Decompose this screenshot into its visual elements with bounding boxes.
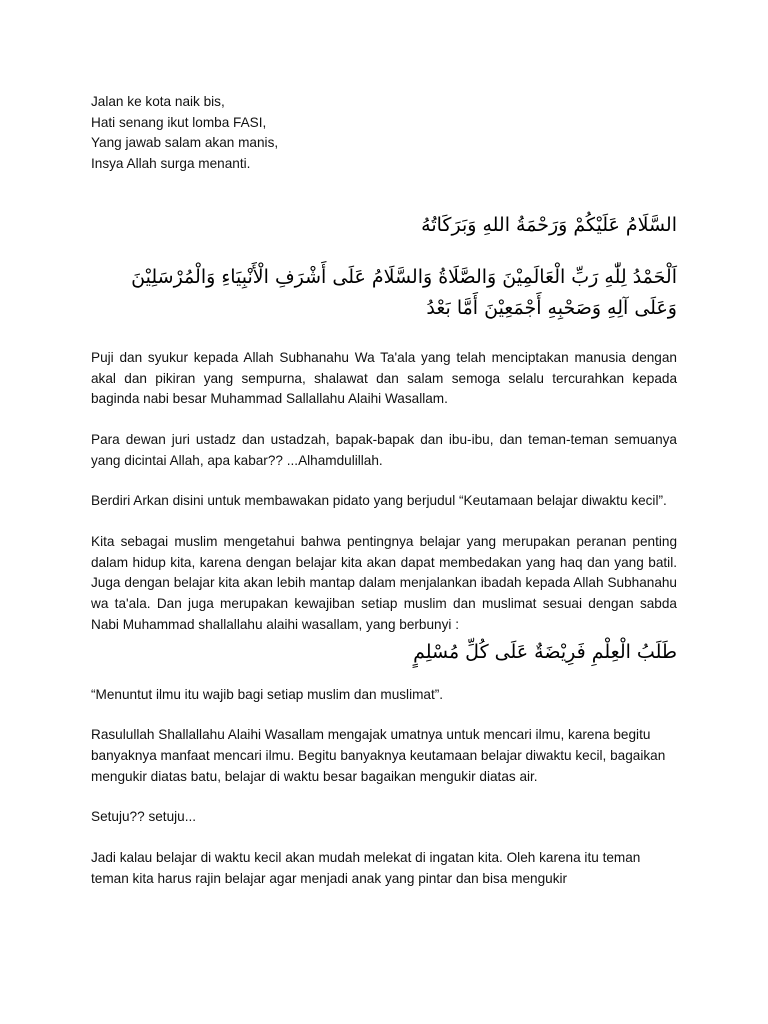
arabic-hadith: طَلَبُ الْعِلْمِ فَرِيْضَةٌ عَلَى كُلِّ مُسْلِمٍ <box>413 640 677 663</box>
arabic-hamdalah: اَلْحَمْدُ لِلّٰهِ رَبِّ الْعَالَمِيْنَ وَالصَّلَاةُ وَالسَّلَامُ عَلَى أَشْرَفِ الْأَنْبِيَاءِ وَالْمُرْسَلِيْنَ وَعَلَى آلِهِ وَصَحْبِهِ أَجْمَعِيْنَ أَمَّا بَعْدُ <box>131 265 677 319</box>
poem-line: Hati senang ikut lomba FASI, <box>91 114 267 130</box>
opening-poem <box>91 92 677 175</box>
paragraph-dewan: Para dewan juri ustadz dan ustadzah, bapak-bapak dan ibu-ibu, dan teman-teman semuanya yang dicintai Allah, apa kabar?? ...Alhamdulillah. <box>91 431 677 468</box>
arabic-salam: السَّلَامُ عَلَيْكُمْ وَرَحْمَةُ اللهِ وَبَرَكَاتُهُ <box>421 213 677 236</box>
paragraph-kita: Kita sebagai muslim mengetahui bahwa pentingnya belajar yang merupakan peranan penting dalam hidup kita, karena dengan belajar kita akan dapat membedakan yang haq dan yang batil. Juga dengan belajar kita akan lebih mantap dalam menjalankan ibadah kepada Allah Subhanahu wa ta'ala. Dan juga merupakan kewajiban setiap muslim dan muslimat sesuai dengan sabda Nabi Muhammad shallallahu alaihi wasallam, yang berbunyi : <box>91 534 677 632</box>
poem-line: Insya Allah surga menanti. <box>91 156 251 172</box>
paragraph-menuntut: “Menuntut ilmu itu wajib bagi setiap muslim dan muslimat”. <box>91 686 444 702</box>
paragraph-jadi: Jadi kalau belajar di waktu kecil akan mudah melekat di ingatan kita. Oleh karena itu teman teman kita harus rajin belajar agar menjadi anak yang pintar dan bisa mengukir <box>91 850 641 886</box>
paragraph-rasulullah: Rasulullah Shallallahu Alaihi Wasallam mengajak umatnya untuk mencari ilmu, karena begitu banyaknya manfaat mencari ilmu. Begitu banyaknya keutamaan belajar diwaktu kecil, bagaikan mengukir diatas batu, belajar di waktu besar bagaikan mengukir diatas air. <box>91 727 666 784</box>
paragraph-berdiri: Berdiri Arkan disini untuk membawakan pidato yang berjudul “Keutamaan belajar diwaktu kecil”. <box>91 493 667 509</box>
paragraph-puji: Puji dan syukur kepada Allah Subhanahu Wa Ta'ala yang telah menciptakan manusia dengan akal dan pikiran yang sempurna, shalawat dan salam semoga selalu tercurahkan kepada baginda nabi besar Muhammad Sallallahu Alaihi Wasallam. <box>91 349 677 407</box>
poem-line: Yang jawab salam akan manis, <box>91 135 279 151</box>
paragraph-setuju: Setuju?? setuju... <box>91 809 197 825</box>
poem-line: Jalan ke kota naik bis, <box>91 94 225 109</box>
